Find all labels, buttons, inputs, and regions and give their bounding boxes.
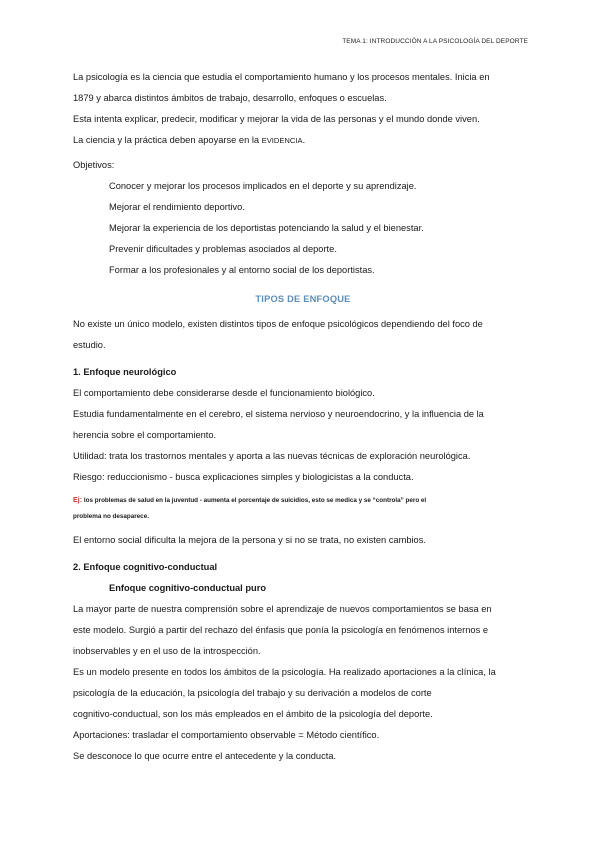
cognitivo-line: Aportaciones: trasladar el comportamiento observable = Método científico. [73,730,380,740]
intro-line: Esta intenta explicar, predecir, modificar y mejorar la vida de las personas y el mundo donde viven. [73,114,480,124]
neuro-line: Utilidad: trata los trastornos mentales y aporta a las nuevas técnicas de exploración neurológica. [73,451,471,461]
tipos-intro-line: estudio. [73,340,106,350]
intro-line: La psicología es la ciencia que estudia el comportamiento humano y los procesos mentales. Inicia en [73,72,490,82]
cognitivo-line: La mayor parte de nuestra comprensión sobre el aprendizaje de nuevos comportamientos se basa en [73,604,492,614]
objective-item: Conocer y mejorar los procesos implicados en el deporte y su aprendizaje. [109,181,417,191]
objective-item: Formar a los profesionales y al entorno social de los deportistas. [109,265,375,275]
cognitivo-line: este modelo. Surgió a partir del rechazo del énfasis que ponía la psicología en fenómenos internos e [73,625,489,635]
page-content [73,73,533,763]
tipos-intro-line: No existe un único modelo, existen distintos tipos de enfoque psicológicos dependiendo del foco de [73,319,483,329]
example-label: Ej: [73,495,83,504]
objective-item: Mejorar la experiencia de los deportistas potenciando la salud y el bienestar. [109,223,424,233]
cognitivo-paragraph [73,605,533,763]
example-text: los problemas de salud en la juventud - aumenta el porcentaje de suicidios, esto se medica y se “controla” pero el [82,497,427,504]
cognitivo-heading: 2. Enfoque cognitivo-conductual [73,562,218,572]
cognitivo-line: inobservables y en el uso de la introspección. [73,646,261,656]
cognitivo-subheading: Enfoque cognitivo-conductual puro [109,583,267,593]
cognitivo-line: cognitivo-conductual, son los más empleados en el ámbito de la psicología del deporte. [73,709,433,719]
neuro-paragraph [73,389,533,484]
neuro-line: Estudia fundamentalmente en el cerebro, el sistema nervioso y neuroendocrino, y la influencia de la [73,409,484,419]
intro-line: 1879 y abarca distintos ámbitos de trabajo, desarrollo, enfoques o escuelas. [73,93,387,103]
objective-item: Mejorar el rendimiento deportivo. [109,202,245,212]
example-line [73,496,533,504]
neuro-closing: El entorno social dificulta la mejora de la persona y si no se trata, no existen cambios. [73,535,426,545]
cognitivo-line: Es un modelo presente en todos los ámbitos de la psicología. Ha realizado aportaciones a la clínica, la [73,667,496,677]
cognitivo-line: psicología de la educación, la psicología del trabajo y su derivación a modelos de corte [73,688,432,698]
neuro-line: El comportamiento debe considerarse desde el funcionamiento biológico. [73,388,375,398]
neuro-heading: 1. Enfoque neurológico [73,367,177,377]
cognitivo-line: Se desconoce lo que ocurre entre el antecedente y la conducta. [73,751,337,761]
evidence-word: EVIDENCIA [261,136,303,145]
example-line: problema no desaparece. [73,513,149,520]
objectives-list [73,182,533,277]
intro-paragraph [73,73,533,147]
neuro-line: herencia sobre el comportamiento. [73,430,217,440]
objectives-heading: Objetivos: [73,160,115,170]
running-header: TEMA 1: INTRODUCCIÓN A LA PSICOLOGÍA DEL DEPORTE [342,38,528,45]
example-note [73,496,533,522]
section-title: TIPOS DE ENFOQUE [255,294,351,304]
tipos-intro [73,320,533,352]
evidence-suffix: . [302,135,306,145]
evidence-line [73,136,533,147]
neuro-line: Riesgo: reduccionismo - busca explicaciones simples y biologicistas a la conducta. [73,472,414,482]
objective-item: Prevenir dificultades y problemas asociados al deporte. [109,244,337,254]
evidence-prefix: La ciencia y la práctica deben apoyarse en la [73,135,262,145]
